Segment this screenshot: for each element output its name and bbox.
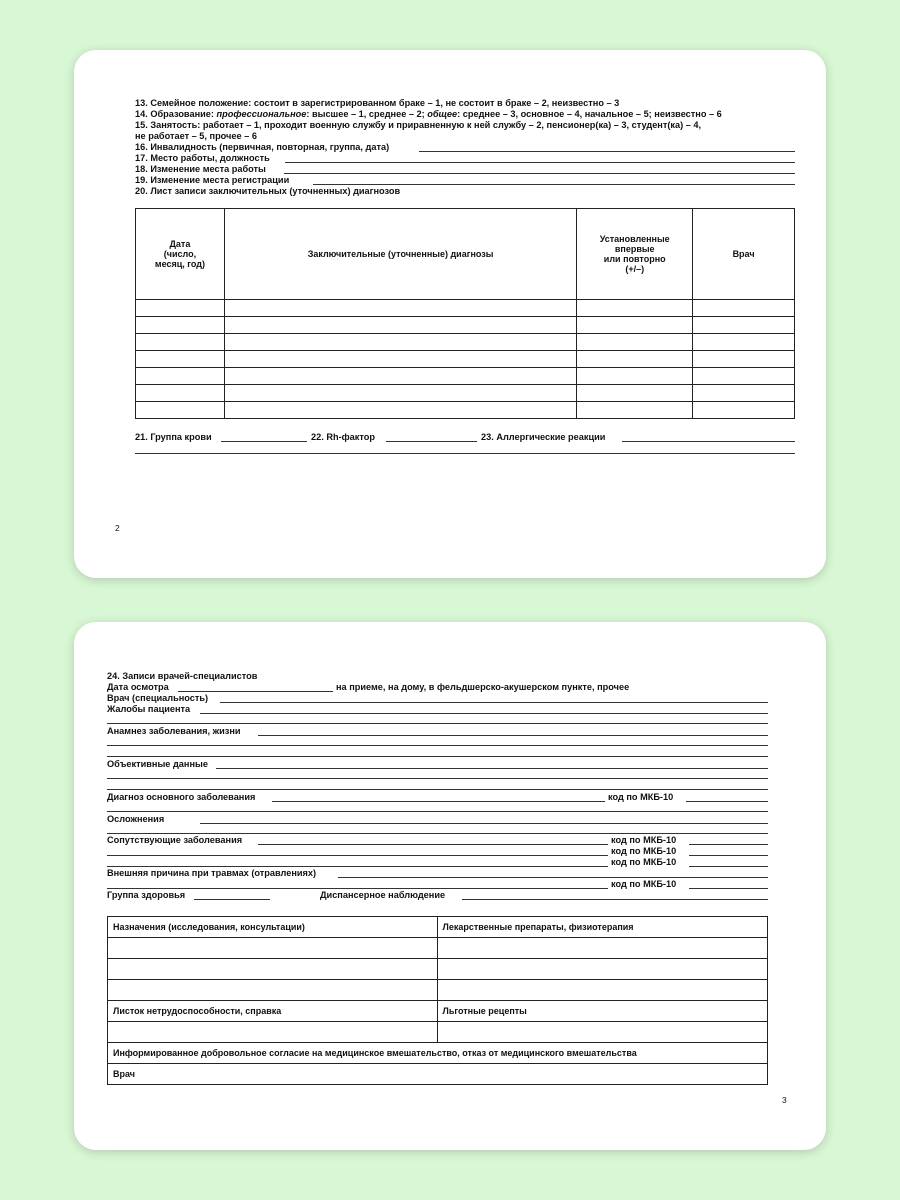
diagnosis-list-title: 20. Лист записи заключительных (уточненных) диагнозов (135, 186, 401, 196)
table-row[interactable] (108, 980, 768, 1001)
external-cause-line[interactable] (338, 877, 768, 878)
allergy-label: 23. Аллергические реакции (481, 432, 606, 442)
comorbid-line-2[interactable] (107, 855, 608, 856)
table-row[interactable] (108, 1022, 768, 1043)
appointments-table (107, 916, 768, 1085)
external-cause-line-2[interactable] (107, 888, 608, 889)
table-row[interactable] (136, 368, 795, 385)
field-marital-status: 13. Семейное положение: состоит в зарегистрированном браке – 1, не состоит в браке – 2, неизвестно – 3 (135, 98, 620, 108)
rh-factor-line[interactable] (386, 441, 477, 442)
objective-data-line[interactable] (216, 768, 768, 769)
field-disability-line[interactable] (419, 151, 795, 152)
allergy-line[interactable] (622, 441, 795, 442)
main-diagnosis-line[interactable] (272, 801, 605, 802)
objective-data-line-3[interactable] (107, 789, 768, 790)
appointments-header: Назначения (исследования, консультации) (108, 917, 438, 938)
icd-code-line[interactable] (689, 888, 768, 889)
exam-date-label: Дата осмотра (107, 682, 169, 692)
doctor-specialty-line[interactable] (220, 702, 768, 703)
icd-code-label: код по МКБ-10 (608, 792, 674, 802)
icd-code-line[interactable] (689, 866, 768, 867)
anamnesis-line[interactable] (258, 735, 768, 736)
table-row[interactable] (108, 938, 768, 959)
table-row[interactable] (136, 402, 795, 419)
complaints-line[interactable] (200, 713, 768, 714)
table-row[interactable] (136, 351, 795, 368)
icd-code-line[interactable] (689, 844, 768, 845)
anamnesis-line-3[interactable] (107, 756, 768, 757)
drugs-header: Лекарственные препараты, физиотерапия (437, 917, 767, 938)
icd-code-line[interactable] (689, 855, 768, 856)
doctor-row[interactable]: Врач (108, 1064, 768, 1085)
health-group-label: Группа здоровья (107, 890, 186, 900)
icd-code-line[interactable] (686, 801, 768, 802)
comorbid-line-3[interactable] (107, 866, 608, 867)
comorbid-label: Сопутствующие заболевания (107, 835, 243, 845)
prescriptions-header: Льготные рецепты (437, 1001, 767, 1022)
field-workplace-line[interactable] (285, 162, 795, 163)
external-cause-label: Внешняя причина при травмах (отравлениях) (107, 868, 317, 878)
blood-group-label: 21. Группа крови (135, 432, 212, 442)
exam-place-options: на приеме, на дому, в фельдшерско-акушерском пункте, прочее (336, 682, 630, 692)
field-employment-cont: не работает – 5, прочее – 6 (135, 131, 257, 141)
field-registration-change-label: 19. Изменение места регистрации (135, 175, 290, 185)
dispensary-line[interactable] (462, 899, 768, 900)
dispensary-label: Диспансерное наблюдение (320, 890, 446, 900)
table-row[interactable] (108, 959, 768, 980)
header-diagnoses: Заключительные (уточненные) диагнозы (224, 209, 576, 300)
field-disability-label: 16. Инвалидность (первичная, повторная, группа, дата) (135, 142, 390, 152)
table-row[interactable] (136, 300, 795, 317)
icd-code-label: код по МКБ-10 (611, 846, 677, 856)
anamnesis-label: Анамнез заболевания, жизни (107, 726, 241, 736)
complications-line-2[interactable] (107, 833, 768, 834)
field-workplace-label: 17. Место работы, должность (135, 153, 270, 163)
header-doctor: Врач (693, 209, 795, 300)
field-registration-change-line[interactable] (313, 184, 795, 185)
complications-line[interactable] (200, 823, 768, 824)
icd-code-label: код по МКБ-10 (611, 857, 677, 867)
doctor-specialty-label: Врач (специальность) (107, 693, 209, 703)
blood-group-line[interactable] (221, 441, 307, 442)
sick-leave-header: Листок нетрудоспособности, справка (108, 1001, 438, 1022)
specialist-records-title: 24. Записи врачей-специалистов (107, 671, 258, 681)
form-page-2 (74, 50, 826, 578)
exam-date-line[interactable] (178, 691, 333, 692)
header-date: Дата (число, месяц, год) (136, 209, 225, 300)
page-number: 2 (115, 523, 120, 533)
allergy-line-2[interactable] (135, 453, 795, 454)
objective-data-label: Объективные данные (107, 759, 208, 769)
field-work-change-line[interactable] (284, 173, 795, 174)
field-work-change-label: 18. Изменение места работы (135, 164, 266, 174)
health-group-line[interactable] (194, 899, 270, 900)
main-diagnosis-line-2[interactable] (107, 811, 768, 812)
complaints-label: Жалобы пациента (107, 704, 191, 714)
main-diagnosis-label: Диагноз основного заболевания (107, 792, 256, 802)
form-page-3 (74, 622, 826, 1150)
anamnesis-line-2[interactable] (107, 745, 768, 746)
table-row[interactable] (136, 334, 795, 351)
table-row[interactable] (136, 317, 795, 334)
objective-data-line-2[interactable] (107, 778, 768, 779)
table-row[interactable] (136, 385, 795, 402)
page-number: 3 (782, 1095, 787, 1105)
comorbid-line[interactable] (258, 844, 608, 845)
rh-factor-label: 22. Rh-фактор (311, 432, 375, 442)
field-employment: 15. Занятость: работает – 1, проходит военную службу и приравненную к ней службу – 2, пенсионер(ка) – 3, студент(ка) – 4, (135, 120, 702, 130)
diagnosis-table (135, 208, 795, 419)
consent-row[interactable]: Информированное добровольное согласие на медицинское вмешательство, отказ от медицинского вмешательства (108, 1043, 768, 1064)
header-established: Установленные впервые или повторно (+/–) (577, 209, 693, 300)
icd-code-label: код по МКБ-10 (611, 835, 677, 845)
icd-code-label: код по МКБ-10 (611, 879, 677, 889)
complaints-line-2[interactable] (107, 723, 768, 724)
complications-label: Осложнения (107, 814, 165, 824)
field-education: 14. Образование: профессиональное: высшее – 1, среднее – 2; общее: среднее – 3, основное – 4, начальное – 5; неизвестно – 6 (135, 109, 722, 119)
